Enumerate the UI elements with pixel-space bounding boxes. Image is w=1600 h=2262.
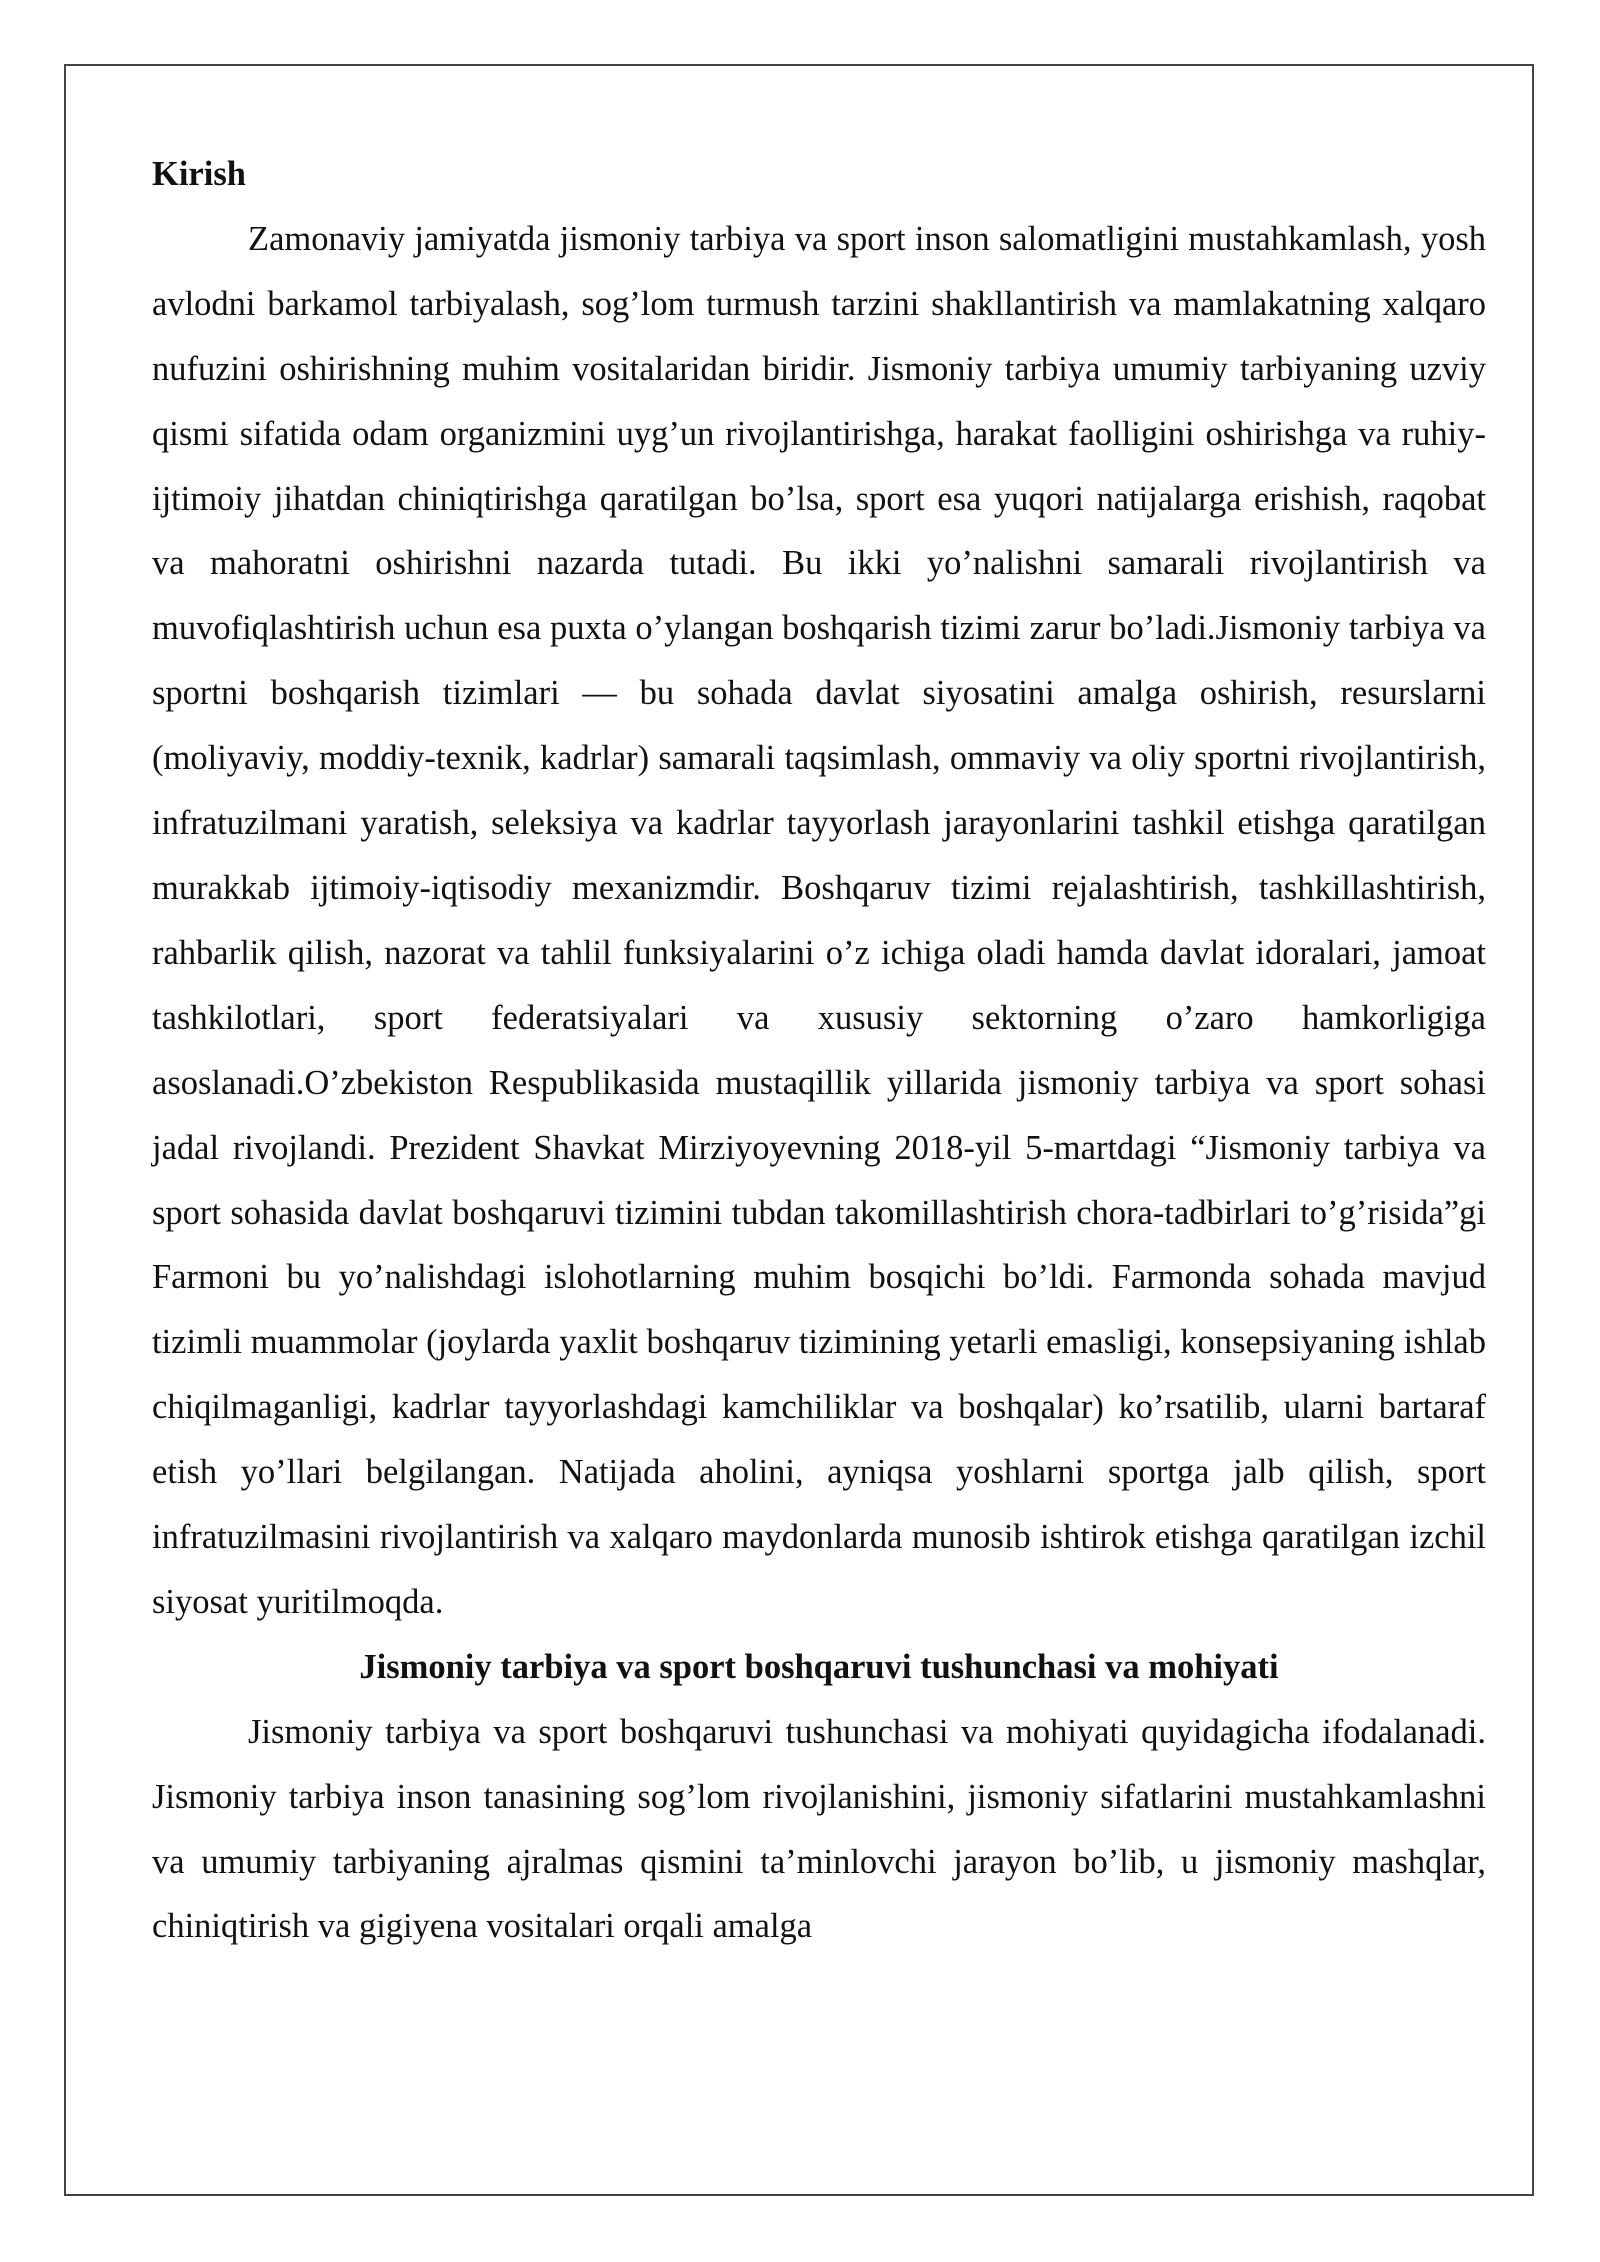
document-body bbox=[152, 142, 1486, 1959]
intro-paragraph: Zamonaviy jamiyatda jismoniy tarbiya va sport inson salomatligini mustahkamlash, yosh avlodni barkamol tarbiyalash, sog’lom turmush tarzini shakllantirish va mamlakatning xalqaro nufuzini oshirishning muhim vositalaridan biridir. Jismoniy tarbiya umumiy tarbiyaning uzviy qismi sifatida odam organizmini uyg’un rivojlantirishga, harakat faolligini oshirishga va ruhiy-ijtimoiy jihatdan chiniqtirishga qaratilgan bo’lsa, sport esa yuqori natijalarga erishish, raqobat va mahoratni oshirishni nazarda tutadi. Bu ikki yo’nalishni samarali rivojlantirish va muvofiqlashtirish uchun esa puxta o’ylangan boshqarish tizimi zarur bo’ladi.Jismoniy tarbiya va sportni boshqarish tizimlari — bu sohada davlat siyosatini amalga oshirish, resurslarni (moliyaviy, moddiy-texnik, kadrlar) samarali taqsimlash, ommaviy va oliy sportni rivojlantirish, infratuzilmani yaratish, seleksiya va kadrlar tayyorlash jarayonlarini tashkil etishga qaratilgan murakkab ijtimoiy-iqtisodiy mexanizmdir. Boshqaruv tizimi rejalashtirish, tashkillashtirish, rahbarlik qilish, nazorat va tahlil funksiyalarini o’z ichiga oladi hamda davlat idoralari, jamoat tashkilotlari, sport federatsiyalari va xususiy sektorning o’zaro hamkorligiga asoslanadi.O’zbekiston Respublikasida mustaqillik yillarida jismoniy tarbiya va sport sohasi jadal rivojlandi. Prezident Shavkat Mirziyoyevning 2018-yil 5-martdagi “Jismoniy tarbiya va sport sohasida davlat boshqaruvi tizimini tubdan takomillashtirish chora-tadbirlari to’g’risida”gi Farmoni bu yo’nalishdagi islohotlarning muhim bosqichi bo’ldi. Farmonda sohada mavjud tizimli muammolar (joylarda yaxlit boshqaruv tizimining yetarli emasligi, konsepsiyaning ishlab chiqilmaganligi, kadrlar tayyorlashdagi kamchiliklar va boshqalar) ko’rsatilib, ularni bartaraf etish yo’llari belgilangan. Natijada aholini, ayniqsa yoshlarni sportga jalb qilish, sport infratuzilmasini rivojlantirish va xalqaro maydonlarda munosib ishtirok etishga qaratilgan izchil siyosat yuritilmoqda. bbox=[152, 219, 1486, 1621]
section-paragraph: Jismoniy tarbiya va sport boshqaruvi tushunchasi va mohiyati quyidagicha ifodalanadi. Jismoniy tarbiya inson tanasining sog’lom rivojlanishini, jismoniy sifatlarini mustahkamlashni va umumiy tarbiyaning ajralmas qismini ta’minlovchi jarayon bo’lib, u jismoniy mashqlar, chiniqtirish va gigiyena vositalari orqali amalga bbox=[152, 1712, 1486, 1946]
document-heading: Kirish bbox=[152, 155, 246, 193]
section-heading: Jismoniy tarbiya va sport boshqaruvi tushunchasi va mohiyati bbox=[359, 1647, 1279, 1686]
